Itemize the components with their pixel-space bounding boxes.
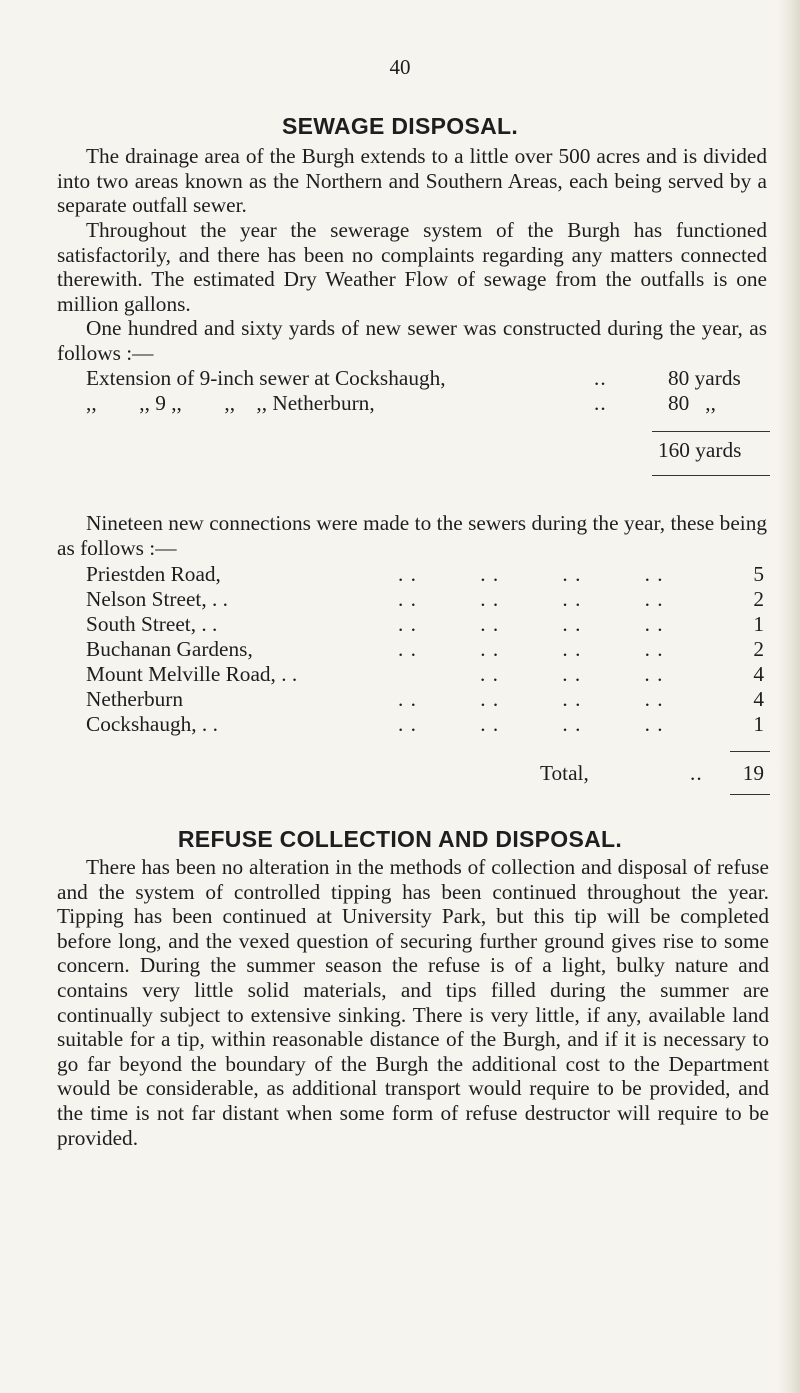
refuse-paragraph: There has been no alteration in the methods of collection and disposal of refuse and the system of controlled tipping has been continued throughout the year. Tipping has been continued at University Park, but this tip will be completed before long, and the vexed question of securing further ground gives rise to some concern. During the summer season the refuse is of a light, bulky nature and contains very little solid materials, and tips filled during the summer are continually subject to extensive sinking. There is very little, if any, available land suitable for a tip, within reasonable distance of the Burgh, and if it is necessary to go far beyond the boundary of the Burgh the additional cost to the Department would be considerable, as additional transport would require to be provided, and the time is not far distant when some form of refuse destructor will require to be provided. <box>57 855 769 1150</box>
connection-count: 4 <box>753 687 764 711</box>
extension-row-value: 80 yards <box>668 366 741 390</box>
extension-row-label: ,, ,, 9 ,, ,, ,, Netherburn, <box>86 391 375 415</box>
sewage-paragraph-3: One hundred and sixty yards of new sewer was constructed during the year, as follows :— <box>57 316 767 365</box>
connection-leader-dots: . . . . . . . . <box>398 712 664 736</box>
page-number: 40 <box>389 55 411 79</box>
connection-street: Mount Melville Road, . . <box>86 662 298 686</box>
connections-total-label: Total, <box>540 761 589 785</box>
connection-leader-dots: . . . . . . . . <box>398 562 664 586</box>
connections-total-value: 19 <box>742 761 764 785</box>
sewage-paragraph-4: Nineteen new connections were made to the sewers during the year, these being as follows :— <box>57 511 767 560</box>
connection-street: Buchanan Gardens, <box>86 637 253 661</box>
total-rule <box>730 794 770 795</box>
connection-leader-dots: . . . . . . <box>480 662 664 686</box>
connection-count: 2 <box>753 637 764 661</box>
extensions-total: 160 yards <box>658 438 742 462</box>
connection-street: Nelson Street, . . <box>86 587 228 611</box>
extension-row-dots: .. <box>594 366 607 390</box>
connection-count: 1 <box>753 612 764 636</box>
connection-count: 2 <box>753 587 764 611</box>
connection-count: 5 <box>753 562 764 586</box>
connection-leader-dots: . . . . . . . . <box>398 587 664 611</box>
connection-leader-dots: . . . . . . . . <box>398 612 664 636</box>
page-edge-shadow <box>778 0 800 1393</box>
sewage-heading: SEWAGE DISPOSAL. <box>281 113 519 139</box>
connection-street: Priestden Road, <box>86 562 221 586</box>
extension-row-dots: .. <box>594 391 607 415</box>
connection-leader-dots: . . . . . . . . <box>398 687 664 711</box>
total-rule <box>652 475 770 476</box>
sewage-paragraph-2: Throughout the year the sewerage system of the Burgh has functioned satisfactorily, and there has been no complaints regarding any matters connected therewith. The estimated Dry Weather Flow of sewage from the outfalls is one million gallons. <box>57 218 767 316</box>
connection-street: South Street, . . <box>86 612 218 636</box>
refuse-heading: REFUSE COLLECTION AND DISPOSAL. <box>177 826 623 852</box>
extension-row-value: 80 ,, <box>668 391 716 415</box>
connection-street: Netherburn <box>86 687 183 711</box>
connection-count: 4 <box>753 662 764 686</box>
connection-count: 1 <box>753 712 764 736</box>
connection-leader-dots: . . . . . . . . <box>398 637 664 661</box>
total-rule <box>652 431 770 432</box>
connection-street: Cockshaugh, . . <box>86 712 218 736</box>
total-rule <box>730 751 770 752</box>
connections-total-dots: .. <box>690 761 703 785</box>
extension-row-label: Extension of 9-inch sewer at Cockshaugh, <box>86 366 446 390</box>
sewage-paragraph-1: The drainage area of the Burgh extends to a little over 500 acres and is divided into two areas known as the Northern and Southern Areas, each being served by a separate outfall sewer. <box>57 144 767 218</box>
